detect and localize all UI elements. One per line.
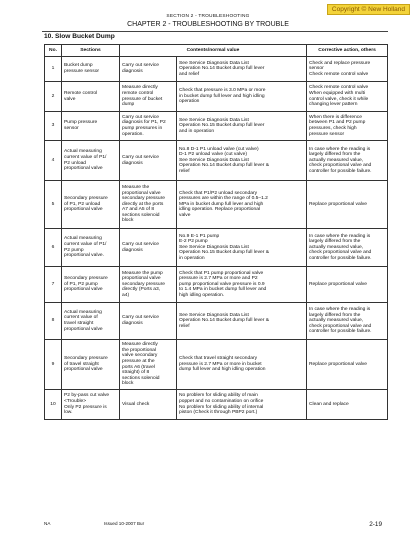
row-action [307,181,388,229]
row-section-line: sensor [64,126,79,131]
header-corrective-action: Corrective action, others [307,45,388,57]
row-contents-line: valve [179,212,191,218]
section-header: SECTION 2 - TROUBLESHOOTING [166,14,250,19]
row-method [120,303,177,340]
row-number: 6 [45,229,62,267]
row-number: 2 [45,82,62,112]
row-action-line: control valve, check it while [309,96,369,102]
row-action-line: pressure sensor [309,131,345,137]
section-title: 10. Slow Bucket Dump [44,33,115,40]
row-method [120,267,177,303]
row-method-line: diagnosis for P1, P2 [122,120,166,126]
row-section-line: Secondary pressure [64,276,108,282]
row-contents-line: pump proportional valve pressure is 0.9 [179,281,265,287]
row-contents-line: See Service Diagnosis Data List [179,157,249,163]
row-section-line: Pump pressure [64,120,98,126]
row-contents-line: in operation [179,255,205,261]
header-divider [42,31,388,32]
row-method-line: Carry out service [122,63,159,69]
row-action-line: largely differed from the [309,312,361,318]
row-contents-line: MPa in bucket dump full lever and high [179,201,264,207]
row-action-line: pressures, check high [309,126,357,131]
row-section-line: proportional valve [64,207,103,213]
row-method-line: block [122,218,134,224]
row-method [120,82,177,112]
row-action-line: Check and replace pressure [309,60,371,66]
row-method [120,229,177,267]
row-method-line: pressure of bucket [122,96,163,102]
table-row [45,141,388,181]
row-action-line: When there is difference [309,114,362,120]
row-contents-line: See Service Diagnosis Data List [179,117,249,123]
row-contents-line: No.9 E-1 P1 pump [179,233,220,239]
row-section-line: proportional valve [64,326,103,332]
table-row [45,340,388,390]
row-contents-line: Operation No.14 Bucket dump full lever [179,66,265,72]
row-contents-line: poppet and no contamination on orifice [179,398,264,404]
row-contents-line: and in operation [179,128,215,134]
row-method-line: diagnosis [122,247,143,253]
row-method-line: sections solenoid [122,375,160,381]
row-contents-line: and relief [179,71,200,77]
row-method-line: sections solenoid [122,212,160,218]
row-action [307,229,388,267]
row-section-line: Remote control [64,90,98,96]
row-section-line: travel straight [64,321,94,326]
row-method-line: proportional valve [122,276,161,282]
row-action-line: largely differed from the [309,152,361,158]
row-number: 3 [45,112,62,141]
row-contents-line: idling operation. Replace proportional [179,207,261,213]
row-action-line: check proportional valve and [309,163,372,169]
row-section [62,303,120,340]
chapter-header: CHAPTER 2 - TROUBLESHOOTING BY TROUBLE [127,21,289,28]
row-section-line: Actual measuring [64,236,102,242]
table-header-row [45,45,388,57]
row-section-line: current value of P1/ [64,154,107,160]
row-method-line: pump pressures in [122,126,163,131]
row-section-line: Actual measuring [64,149,102,155]
row-section-line: current value of [64,315,98,321]
row-number: 9 [45,340,62,390]
row-method-line: secondary pressure [122,196,165,202]
row-contents-line: Check that P1 pump proportional valve [179,270,264,276]
row-action-line: check proportional valve and [309,250,372,256]
table-row [45,57,388,82]
row-action-line: sensor [309,66,324,72]
row-action-line: controller for possible failure. [309,255,372,261]
table-row [45,390,388,420]
row-action-line: Replace proportional valve [309,201,367,207]
row-section-line: Secondary pressure [64,356,108,362]
row-method-line: diagnosis [122,69,143,74]
row-action [307,57,388,82]
row-contents [177,57,307,82]
row-action-line: Replace proportional valve [309,281,367,287]
row-section-line: Actual measuring [64,309,102,315]
row-contents-line: pressure is 2.7 MPa or more and P2 [179,276,258,282]
row-number: 7 [45,267,62,303]
copyright-badge: Copyright © New Holland [327,4,410,15]
row-method-line: pressure at the [122,358,155,364]
row-section-line: P2 pump [64,247,84,253]
row-number: 8 [45,303,62,340]
row-contents-line: E-2 P2 pump [179,239,208,245]
row-method [120,181,177,229]
row-contents [177,181,307,229]
row-action-line: In case where the reading is [309,233,371,239]
row-action-line: Check remote control valve [309,85,369,91]
row-contents [177,112,307,141]
row-method-line: diagnosis [122,160,143,166]
row-contents-line: relief [179,323,190,329]
row-action [307,390,388,420]
row-contents-line: Check that P1/P2 unload secondary [179,190,258,196]
header-contents: Contents/normal value [120,45,307,57]
header-sections: Sections [62,45,120,57]
row-method-line: Carry out service [122,154,159,160]
row-contents-line: No.8 D-1 P1 unload valve (cut valve) [179,146,259,152]
row-action [307,82,388,112]
row-contents-line: Check that travel straight secondary [179,356,258,362]
row-contents-line: Operation No.14 Bucket dump full lever & [179,163,269,169]
row-action-line: In case where the reading is [309,307,371,313]
row-method-line: Carry out service [122,315,159,321]
row-method [120,141,177,181]
row-action [307,267,388,303]
row-action-line: Clean and replace [309,401,349,407]
row-action [307,112,388,141]
row-contents-line: operation [179,99,200,105]
row-method-line: Carry out service [122,114,159,120]
row-method-line: diagnosis [122,321,143,326]
footer-model: NA [44,521,51,526]
row-method-line: valve secondary [122,353,158,359]
row-section [62,112,120,141]
row-action-line: actually measured value, [309,157,364,163]
row-section [62,390,120,420]
row-contents-line: relief [179,168,190,174]
row-section-line: low. [64,410,73,416]
row-action-line: Replace proportional valve [309,361,367,367]
row-section [62,267,120,303]
row-contents-line: to 1.4 MPa in bucket dump full lever and [179,287,267,293]
row-section-line: P2 by-pass cut valve [64,393,110,399]
row-contents-line: No problem for sliding ability of main [179,393,258,399]
row-number: 1 [45,57,62,82]
row-contents-line: piston (Check it through PBP2 port.) [179,410,258,416]
row-contents-line: in bucket dump full lever and high idling [179,93,265,99]
row-section-line: Only P2 pressure is [64,404,107,410]
row-method-line: the proportional [122,347,156,353]
row-contents-line: Operation No.15 Bucket dump full lever & [179,250,269,256]
row-section-line: Secondary pressure [64,196,108,202]
row-section-line: P2 unload [64,160,87,166]
row-contents [177,303,307,340]
row-method-line: Measure the [122,184,150,190]
row-section-line: proportional valve [64,287,103,293]
row-section [62,82,120,112]
row-action [307,141,388,181]
row-method [120,112,177,141]
row-section-line: valve [64,96,76,102]
page-number: 2-19 [369,521,382,528]
row-method-line: secondary pressure [122,281,165,287]
row-method-line: ports A6 (travel [122,364,155,370]
table-row [45,82,388,112]
row-section-line: <Trouble> [64,398,87,404]
row-section [62,57,120,82]
row-number: 10 [45,390,62,420]
row-method-line: directly (Ports a3, [122,287,161,293]
row-method-line: Measure the pump [122,270,163,276]
row-method-line: directly at the ports [122,201,164,207]
row-contents [177,340,307,390]
row-action-line: actually measured value, [309,244,364,250]
row-action-line: Check remote control valve [309,71,369,77]
row-contents-line: Check that pressure is 3.0 MPa or more [179,88,266,94]
row-section-line: of travel straight [64,361,99,367]
row-method-line: Carry out service [122,241,159,247]
row-contents-line: pressures are within the range of 0.5–1.2 [179,196,268,202]
table-row [45,112,388,141]
troubleshooting-table [44,44,388,420]
row-method-line: Measure directly [122,85,158,91]
row-section [62,229,120,267]
row-method-line: operation. [122,131,144,137]
row-action-line: controller for possible failure. [309,168,372,174]
row-contents-line: Operation No.15 Bucket dump full lever [179,123,265,129]
row-section [62,181,120,229]
row-action-line: In case where the reading is [309,146,371,152]
table-row [45,303,388,340]
row-action-line: between P1 and P2 pump [309,120,366,126]
row-action-line: When equipped with multi [309,90,366,96]
row-contents-line: high idling operation. [179,292,225,298]
row-section-line: current value of P1/ [64,241,107,247]
row-section-line: pressure sensor [64,69,100,74]
row-section-line: of P1, P2 pump [64,281,98,287]
row-method-line: straight) of 8 [122,370,150,376]
row-method-line: block [122,381,134,387]
row-section-line: of P1, P2 unload [64,201,101,207]
row-method-line: dump [122,102,135,108]
footer-issued: Issued 10-2007 Bur [104,521,145,526]
row-action-line: actually measured value, [309,318,364,324]
row-contents-line: See Service Diagnosis Data List [179,312,249,318]
row-contents [177,390,307,420]
row-method-line: A7 and A5 of 8 [122,207,155,213]
row-contents-line: See Service Diagnosis Data List [179,244,249,250]
row-contents [177,229,307,267]
table-row [45,267,388,303]
row-method-line: proportional valve [122,190,161,196]
row-number: 5 [45,181,62,229]
row-contents-line: No problem for sliding ability of internal [179,404,264,410]
row-number: 4 [45,141,62,181]
row-section-line: proportional valve [64,367,103,373]
row-action-line: largely differed from the [309,239,361,245]
row-contents-line: Operation No.14 Bucket dump full lever & [179,318,269,324]
row-action-line: controller for possible failure. [309,329,372,335]
row-action [307,340,388,390]
table-row [45,229,388,267]
row-section [62,340,120,390]
row-contents [177,82,307,112]
row-method-line: Measure directly [122,342,158,348]
row-method [120,340,177,390]
row-section [62,141,120,181]
row-method-line: a4) [122,292,130,298]
row-method [120,57,177,82]
row-section-line: Bucket dump [64,63,93,69]
row-method-line: remote control [122,90,154,96]
row-contents-line: pressure is 2.7 MPa or more in bucket [179,361,262,367]
table-row [45,181,388,229]
row-contents-line: dump full lever and high idling operation [179,367,266,373]
row-action [307,303,388,340]
row-contents-line: D-1 P2 unload valve (cut valve) [179,152,247,158]
row-method-line: Visual check [122,401,150,407]
header-no: No. [45,45,62,57]
row-contents [177,267,307,303]
row-action-line: check proportional valve and [309,323,372,329]
row-contents [177,141,307,181]
row-method [120,390,177,420]
row-section-line: proportional valve [64,166,103,172]
row-contents-line: See Service Diagnosis Data List [179,60,249,66]
row-action-line: changing lever pattern [309,102,358,108]
row-section-line: proportional valve. [64,253,104,259]
